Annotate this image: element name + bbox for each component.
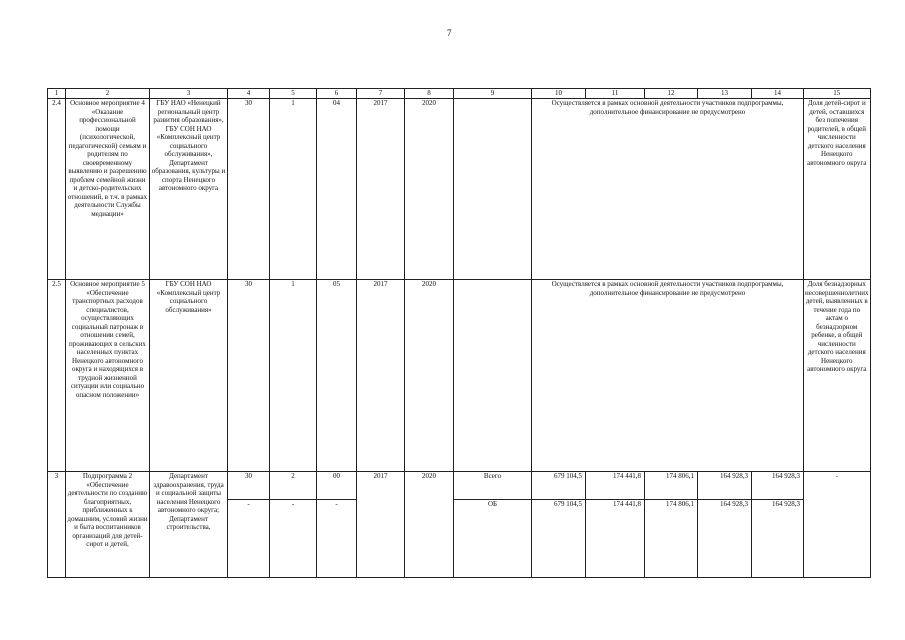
target-indicator: Доля безнадзорных несовершеннолетних детей, выявленных в течение года по актам о безнадзорном ребенке, в общей численности детского населения Ненецкого автономного округа: [804, 280, 871, 472]
amount-2017: 174 441,8: [586, 472, 645, 500]
end-year: 2020: [405, 99, 454, 280]
activity-name: Основное мероприятие 5 «Обеспечение транспортных расходов специалистов, осуществляющих социальный патронаж в отношении семей, проживающих в сельских населенных пунктах Ненецкого автономного округа и находящихся в трудной жизненной ситуации или социально опасном положении»: [66, 280, 150, 472]
code-cell: -: [228, 500, 270, 578]
executor: ГБУ НАО «Ненецкий региональный центр развития образования», ГБУ СОН НАО «Комплексный центр социального обслуживания», Департамент образования, культуры и спорта Ненецкого автономного округа: [150, 99, 228, 280]
header-cell: 7: [357, 89, 405, 99]
start-year: 2017: [357, 472, 405, 578]
code-cell: 05: [317, 280, 357, 472]
financing-note: Осуществляется в рамках основной деятельности участников подпрограммы, дополнительное финансирование не предусмотрено: [532, 280, 804, 472]
code-cell: 2: [270, 472, 317, 500]
header-cell: 1: [48, 89, 66, 99]
header-cell: 15: [804, 89, 871, 99]
code-cell: 30: [228, 472, 270, 500]
header-cell: 11: [586, 89, 645, 99]
amount-2018: 174 806,1: [645, 472, 698, 500]
row-number: 2.5: [48, 280, 66, 472]
start-year: 2017: [357, 280, 405, 472]
row-number: 2.4: [48, 99, 66, 280]
funding-source: [454, 280, 532, 472]
table-row: [48, 280, 871, 472]
executor: Департамент здравоохранения, труда и социальной защиты населения Ненецкого автономного округа; Департамент строительства,: [150, 472, 228, 578]
financing-note: Осуществляется в рамках основной деятельности участников подпрограммы, дополнительное финансирование не предусмотрено: [532, 99, 804, 280]
header-row: [48, 89, 871, 99]
end-year: 2020: [405, 280, 454, 472]
funding-source: ОБ: [454, 500, 532, 578]
header-cell: 4: [228, 89, 270, 99]
program-table: [47, 88, 871, 578]
header-cell: 14: [752, 89, 804, 99]
code-cell: -: [317, 500, 357, 578]
amount-total: 679 104,5: [532, 472, 586, 500]
code-cell: 04: [317, 99, 357, 280]
amount-total: 679 104,5: [532, 500, 586, 578]
header-cell: 6: [317, 89, 357, 99]
code-cell: 1: [270, 280, 317, 472]
amount-2020: 164 928,3: [752, 472, 804, 500]
header-cell: 8: [405, 89, 454, 99]
header-cell: 5: [270, 89, 317, 99]
end-year: 2020: [405, 472, 454, 578]
executor: ГБУ СОН НАО «Комплексный центр социального обслуживания»: [150, 280, 228, 472]
header-cell: 9: [454, 89, 532, 99]
activity-name: Основное мероприятие 4 «Оказание профессиональной помощи (психологической, педагогической) семьям и родителям по своевременному выявлению и разрешению проблем семейной жизни и детско-родительских отношений, в т.ч. в рамках деятельности Службы медиации»: [66, 99, 150, 280]
amount-2020: 164 928,3: [752, 500, 804, 578]
header-cell: 12: [645, 89, 698, 99]
code-cell: 1: [270, 99, 317, 280]
start-year: 2017: [357, 99, 405, 280]
code-cell: -: [270, 500, 317, 578]
code-cell: 30: [228, 99, 270, 280]
amount-2017: 174 441,8: [586, 500, 645, 578]
amount-2019: 164 928,3: [698, 472, 752, 500]
table-row: [48, 472, 871, 500]
header-cell: 2: [66, 89, 150, 99]
page-number: 7: [447, 28, 452, 38]
amount-2018: 174 806,1: [645, 500, 698, 578]
row-number: 3: [48, 472, 66, 578]
code-cell: 00: [317, 472, 357, 500]
table-row: [48, 99, 871, 280]
code-cell: 30: [228, 280, 270, 472]
amount-2019: 164 928,3: [698, 500, 752, 578]
target-indicator: Доля детей-сирот и детей, оставшихся без попечения родителей, в общей численности детского населения Ненецкого автономного округа: [804, 99, 871, 280]
header-cell: 13: [698, 89, 752, 99]
target-indicator: -: [804, 472, 871, 578]
funding-source: Всего: [454, 472, 532, 500]
funding-source: [454, 99, 532, 280]
header-cell: 10: [532, 89, 586, 99]
activity-name: Подпрограмма 2 «Обеспечение деятельности по созданию благоприятных, приближенных к домашним, условий жизни и быта воспитанников организаций для детей-сирот и детей,: [66, 472, 150, 578]
header-cell: 3: [150, 89, 228, 99]
